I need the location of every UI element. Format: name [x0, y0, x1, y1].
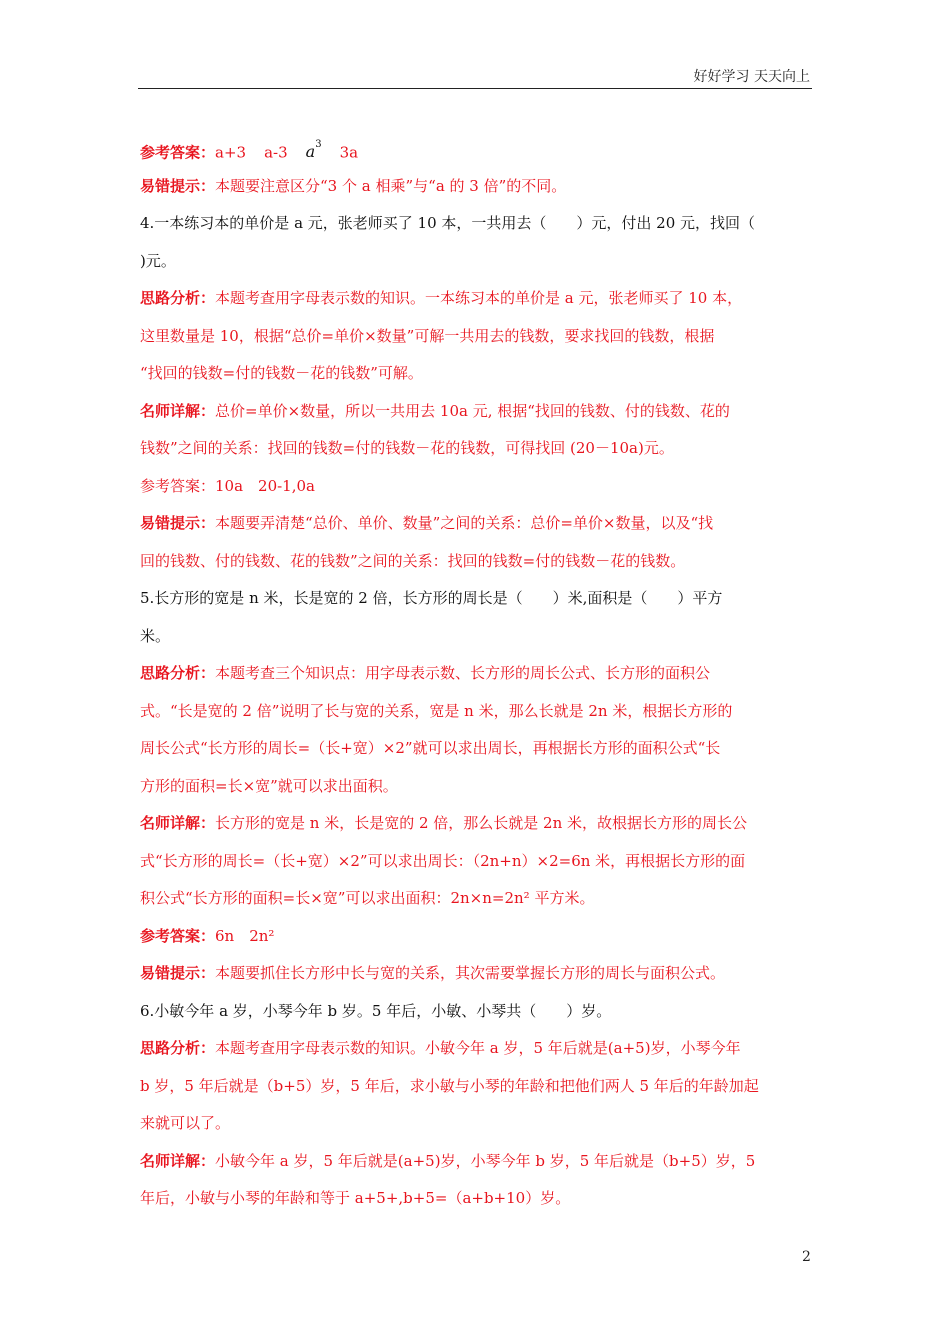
analysis-line-cont: 周长公式“长方形的周长=（长+宽）×2”就可以求出周长，再根据长方形的面积公式“长 — [140, 739, 721, 757]
error-tip-line — [140, 955, 812, 993]
answer-text: 6n 2n² — [215, 926, 275, 945]
analysis-label: 思路分析： — [140, 664, 216, 682]
analysis-label: 思路分析： — [140, 1039, 216, 1057]
answer-label: 参考答案： — [140, 143, 216, 162]
error-tip-label: 易错提示： — [140, 514, 216, 532]
explanation-label: 名师详解： — [140, 814, 216, 832]
analysis-text: 本题考查三个知识点：用字母表示数、长方形的周长公式、长方形的面积公 — [215, 664, 711, 682]
analysis-line-cont: 来就可以了。 — [140, 1114, 231, 1132]
explanation-label: 名师详解： — [140, 1151, 216, 1170]
analysis-text: 本题考查用字母表示数的知识。小敏今年 a 岁，5 年后就是(a+5)岁，小琴今年 — [215, 1039, 741, 1057]
header-text: 好好学习 天天向上 — [693, 69, 810, 85]
explanation-line — [140, 805, 812, 843]
explanation-text: 小敏今年 a 岁，5 年后就是(a+5)岁，小琴今年 b 岁，5 年后就是（b+5）岁，5 — [215, 1151, 756, 1170]
explanation-line — [140, 393, 812, 431]
analysis-line — [140, 280, 812, 318]
analysis-text: 本题考查用字母表示数的知识。一本练习本的单价是 a 元，张老师买了 10 本， — [215, 289, 743, 307]
error-tip-text: 本题要弄清楚“总价、单价、数量”之间的关系：总价=单价×数量，以及“找 — [215, 514, 714, 532]
answer-d: 3a — [339, 143, 359, 162]
explanation-line-cont: 年后，小敏与小琴的年龄和等于 a+5+,b+5=（a+b+10）岁。 — [140, 1189, 571, 1207]
error-tip-label: 易错提示： — [140, 964, 216, 982]
error-tip-text: 本题要抓住长方形中长与宽的关系，其次需要掌握长方形的周长与面积公式。 — [215, 964, 726, 982]
explanation-text: 长方形的宽是 n 米，长是宽的 2 倍，那么长就是 2n 米，故根据长方形的周长公 — [215, 814, 748, 832]
answer-line — [140, 918, 812, 956]
answer-power — [305, 139, 322, 162]
explanation-line-cont: 式“长方形的周长=（长+宽）×2”可以求出周长：（2n+n）×2=6n 米，再根据长方形的面 — [140, 851, 746, 870]
analysis-line — [140, 1030, 812, 1068]
analysis-line-cont: 方形的面积=长×宽”就可以求出面积。 — [140, 776, 398, 795]
error-tip-label: 易错提示： — [140, 176, 216, 195]
explanation-line-cont: 积公式“长方形的面积=长×宽”可以求出面积：2n×n=2n² 平方米。 — [140, 889, 595, 907]
answer-line-plain: 参考答案：10a 20-1,0a — [140, 476, 315, 495]
question-5-line: 5.长方形的宽是 n 米，长是宽的 2 倍，长方形的周长是（ ）米,面积是（ ）平方 — [140, 589, 723, 607]
analysis-line-cont: 这里数量是 10，根据“总价=单价×数量”可解一共用去的钱数，要求找回的钱数，根据 — [140, 326, 715, 345]
question-4-line-cont: )元。 — [140, 251, 176, 270]
analysis-line-cont: b 岁，5 年后就是（b+5）岁，5 年后，求小敏与小琴的年龄和把他们两人 5 年后的年龄加起 — [140, 1076, 759, 1095]
power-exponent: 3 — [315, 139, 322, 150]
error-tip-line-cont: 回的钱数、付的钱数、花的钱数”之间的关系：找回的钱数=付的钱数－花的钱数。 — [140, 551, 686, 570]
answer-line — [140, 130, 812, 168]
page-number: 2 — [802, 1249, 811, 1265]
answer-a: a+3 — [215, 143, 247, 162]
explanation-line — [140, 1143, 812, 1181]
explanation-text: 总价=单价×数量，所以一共用去 10a 元, 根据“找回的钱数、付的钱数、花的 — [215, 401, 730, 420]
explanation-line-cont: 钱数”之间的关系：找回的钱数=付的钱数－花的钱数，可得找回 (20－10a)元。 — [140, 439, 674, 457]
page-header — [138, 66, 812, 89]
analysis-label: 思路分析： — [140, 289, 216, 307]
question-4-line: 4.一本练习本的单价是 a 元，张老师买了 10 本，一共用去（ ）元，付出 20 元，找回（ — [140, 214, 756, 232]
answer-label: 参考答案： — [140, 926, 216, 945]
error-tip-line — [140, 505, 812, 543]
answer-b: a-3 — [264, 143, 288, 162]
analysis-line-cont: “找回的钱数=付的钱数－花的钱数”可解。 — [140, 364, 423, 382]
document-body — [140, 130, 812, 1218]
question-5-line-cont: 米。 — [140, 626, 171, 645]
question-6-line: 6.小敏今年 a 岁，小琴今年 b 岁。5 年后，小敏、小琴共（ ）岁。 — [140, 1001, 612, 1020]
explanation-label: 名师详解： — [140, 401, 216, 420]
analysis-line — [140, 655, 812, 693]
analysis-line-cont: 式。“长是宽的 2 倍”说明了长与宽的关系，宽是 n 米，那么长就是 2n 米，根据长方形的 — [140, 701, 733, 720]
error-tip-text: 本题要注意区分“3 个 a 相乘”与“a 的 3 倍”的不同。 — [215, 176, 567, 195]
power-base: a — [305, 142, 316, 162]
error-tip-line — [140, 168, 812, 206]
